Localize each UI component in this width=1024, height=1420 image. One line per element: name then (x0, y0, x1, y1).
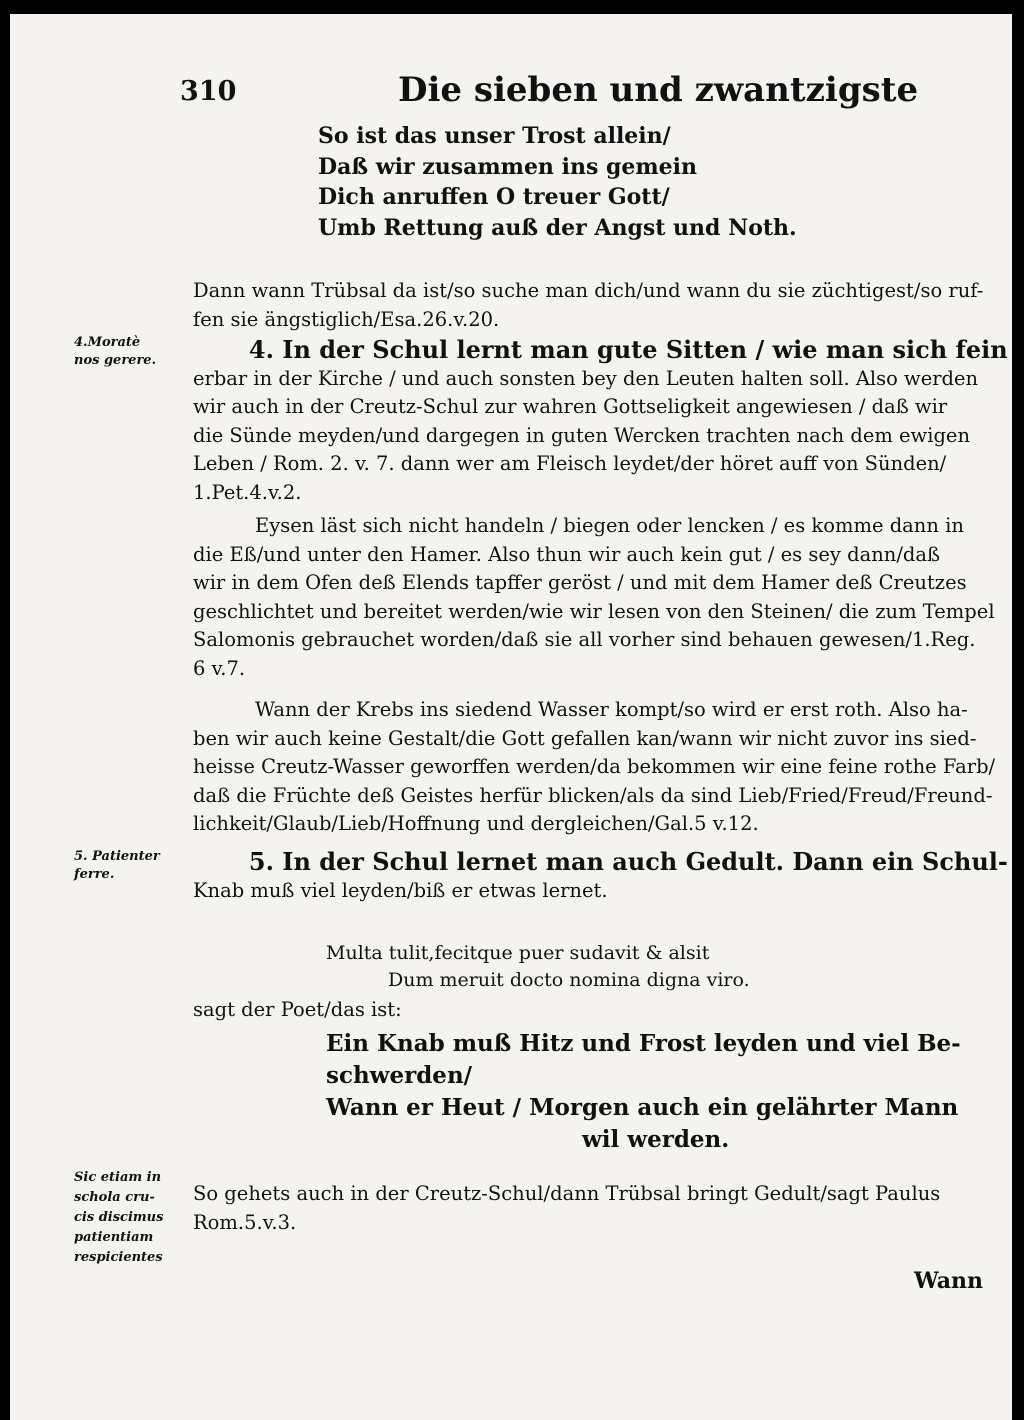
couplet-line: Ein Knab muß Hitz und Frost leyden und viel Be- (326, 1030, 961, 1057)
text-line: Wann der Krebs ins siedend Wasser kompt/so wird er erst roth. Also ha- (255, 698, 968, 721)
running-title: Die sieben und zwantzigste (398, 70, 919, 110)
verse-line: Umb Rettung auß der Angst und Noth. (318, 214, 797, 241)
text-line: Dann wann Trübsal da ist/so suche man dich/und wann du sie züchtigest/so ruf- (193, 279, 984, 302)
scan-border-left (0, 0, 10, 1420)
paragraph-dann (193, 277, 983, 334)
text-line: 1.Pet.4.v.2. (193, 480, 302, 504)
text-line: Leben / Rom. 2. v. 7. dann wer am Fleisch leydet/der höret auff von Sünden/ (193, 452, 947, 476)
section-heading-line: 5. In der Schul lernet man auch Gedult. Dann ein Schul- (248, 847, 1008, 876)
paragraph-so (193, 1180, 940, 1237)
margin-note-4: 4.Moratè nos gerere. (74, 335, 157, 368)
text-line: die Sünde meyden/und dargegen in guten Wercken trachten nach dem ewigen (193, 423, 971, 447)
text-line: lichkeit/Glaub/Lieb/Hoffnung und dergleichen/Gal.5 v.12. (193, 812, 759, 836)
verse-line: Dich anruffen O treuer Gott/ (318, 184, 670, 210)
sagt-line: sagt der Poet/das ist: (193, 998, 402, 1021)
page-number: 310 (180, 76, 237, 107)
text-line: Salomonis gebrauchet worden/daß sie all vorher sind behauen gewesen/1.Reg. (193, 628, 976, 652)
text-line: Eysen läst sich nicht handeln / biegen oder lencken / es komme dann in (255, 514, 964, 537)
text-line: erbar in der Kirche / und auch sonsten bey den Leuten halten soll. Also werden (193, 366, 979, 390)
scan-border-top (0, 0, 1024, 14)
text-line: So gehets auch in der Creutz-Schul/dann Trübsal bringt Gedult/sagt Paulus (193, 1182, 941, 1205)
scan-border-right (1012, 0, 1024, 1420)
paragraph-krebs (193, 696, 995, 839)
couplet-line: wil werden. (582, 1126, 730, 1153)
latin-line: Multa tulit,fecitque puer sudavit & alsit (326, 942, 710, 964)
text-line: ben wir auch keine Gestalt/die Gott gefallen kan/wann wir nicht zuvor ins sied- (193, 726, 977, 750)
couplet-block (326, 1028, 961, 1156)
couplet-line: Wann er Heut / Morgen auch ein gelährter Mann (326, 1094, 959, 1121)
verse-line: So ist das unser Trost allein/ (318, 123, 671, 149)
paragraph-4 (193, 336, 1008, 508)
verse-line: Daß wir zusammen ins gemein (318, 153, 697, 180)
text-line: wir in dem Ofen deß Elends tapffer geröst / und mit dem Hamer deß Creutzes (193, 571, 967, 595)
margin-note-5: 5. Patienter ferre. (74, 849, 160, 882)
catchword: Wann (914, 1268, 984, 1294)
latin-line: Dum meruit docto nomina digna viro. (388, 969, 750, 991)
margin-note-sic: Sic etiam in schola cru- cis discimus patientiam respicientes (74, 1170, 164, 1265)
text-line: fen sie ängstiglich/Esa.26.v.20. (193, 307, 500, 331)
text-line: die Eß/und unter den Hamer. Also thun wir auch kein gut / es sey dann/daß (193, 542, 941, 566)
paragraph-eysen (193, 512, 995, 684)
text-line: daß die Früchte deß Geistes herfür blicken/als da sind Lieb/Fried/Freud/Freund- (193, 783, 993, 807)
section-heading-line: 4. In der Schul lernt man gute Sitten / wie man sich fein (248, 335, 1008, 364)
text-line: geschlichtet und bereitet werden/wie wir lesen von den Steinen/ die zum Tempel (193, 599, 995, 623)
text-line: wir auch in der Creutz-Schul zur wahren Gottseligkeit angewiesen / daß wir (193, 395, 948, 419)
text-line: heisse Creutz-Wasser geworffen werden/da bekommen wir eine feine rothe Farb/ (193, 755, 996, 779)
text-line: Knab muß viel leyden/biß er etwas lernet. (193, 878, 608, 902)
latin-quote (326, 940, 750, 994)
verse-block (318, 121, 797, 243)
couplet-line: schwerden/ (326, 1062, 473, 1089)
text-line: 6 v.7. (193, 656, 246, 680)
text-line: Rom.5.v.3. (193, 1210, 297, 1234)
paragraph-5 (193, 848, 1008, 905)
